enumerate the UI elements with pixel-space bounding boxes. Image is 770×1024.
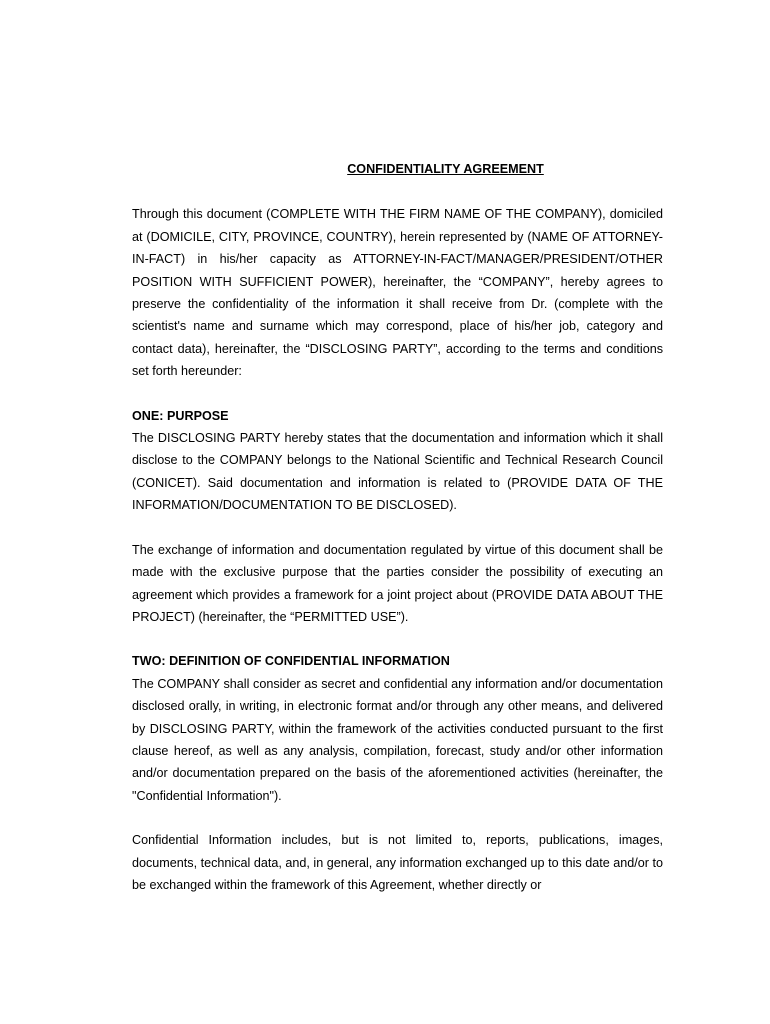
section-two-paragraph-2: Confidential Information includes, but is not limited to, reports, publications, images, documents, technical data, and, in general, any information exchanged up to this date and/or to be exchanged within the framework of this Agreement, whether directly or xyxy=(132,833,663,892)
intro-paragraph: Through this document (COMPLETE WITH THE FIRM NAME OF THE COMPANY), domiciled at (DOMICILE, CITY, PROVINCE, COUNTRY), herein represented by (NAME OF ATTORNEY-IN-FACT) in his/her capacity as ATTORNEY-IN-FACT/MANAGER/PRESIDENT/OTHER POSITION WITH SUFFICIENT POWER), hereinafter, the “COMPANY”, hereby agrees to preserve the confidentiality of the information it shall receive from Dr. (complete with the scientist's name and surname which may correspond, place of his/her job, category and contact data), hereinafter, the “DISCLOSING PARTY”, according to the terms and conditions set forth hereunder: xyxy=(132,207,663,379)
document-page xyxy=(132,158,663,896)
section-one-heading: ONE: PURPOSE xyxy=(132,408,229,423)
section-two-heading: TWO: DEFINITION OF CONFIDENTIAL INFORMATION xyxy=(132,654,450,669)
section-one-paragraph-2: The exchange of information and documentation regulated by virtue of this document shall be made with the exclusive purpose that the parties consider the possibility of executing an agreement which provides a framework for a joint project about (PROVIDE DATA ABOUT THE PROJECT) (hereinafter, the “PERMITTED USE”). xyxy=(132,542,663,624)
section-one-paragraph-1: The DISCLOSING PARTY hereby states that the documentation and information which it shall disclose to the COMPANY belongs to the National Scientific and Technical Research Council (CONICET). Said documentation and information is related to (PROVIDE DATA OF THE INFORMATION/DOCUMENTATION TO BE DISCLOSED). xyxy=(132,431,663,513)
section-two-paragraph-1: The COMPANY shall consider as secret and confidential any information and/or documentation disclosed orally, in writing, in electronic format and/or through any other means, and delivered by DISCLOSING PARTY, within the framework of the activities conducted pursuant to the first clause hereof, as well as any analysis, compilation, forecast, study and/or other information and/or documentation prepared on the basis of the aforementioned activities (hereinafter, the "Confidential Information"). xyxy=(132,676,663,803)
document-title: CONFIDENTIALITY AGREEMENT xyxy=(347,162,544,176)
